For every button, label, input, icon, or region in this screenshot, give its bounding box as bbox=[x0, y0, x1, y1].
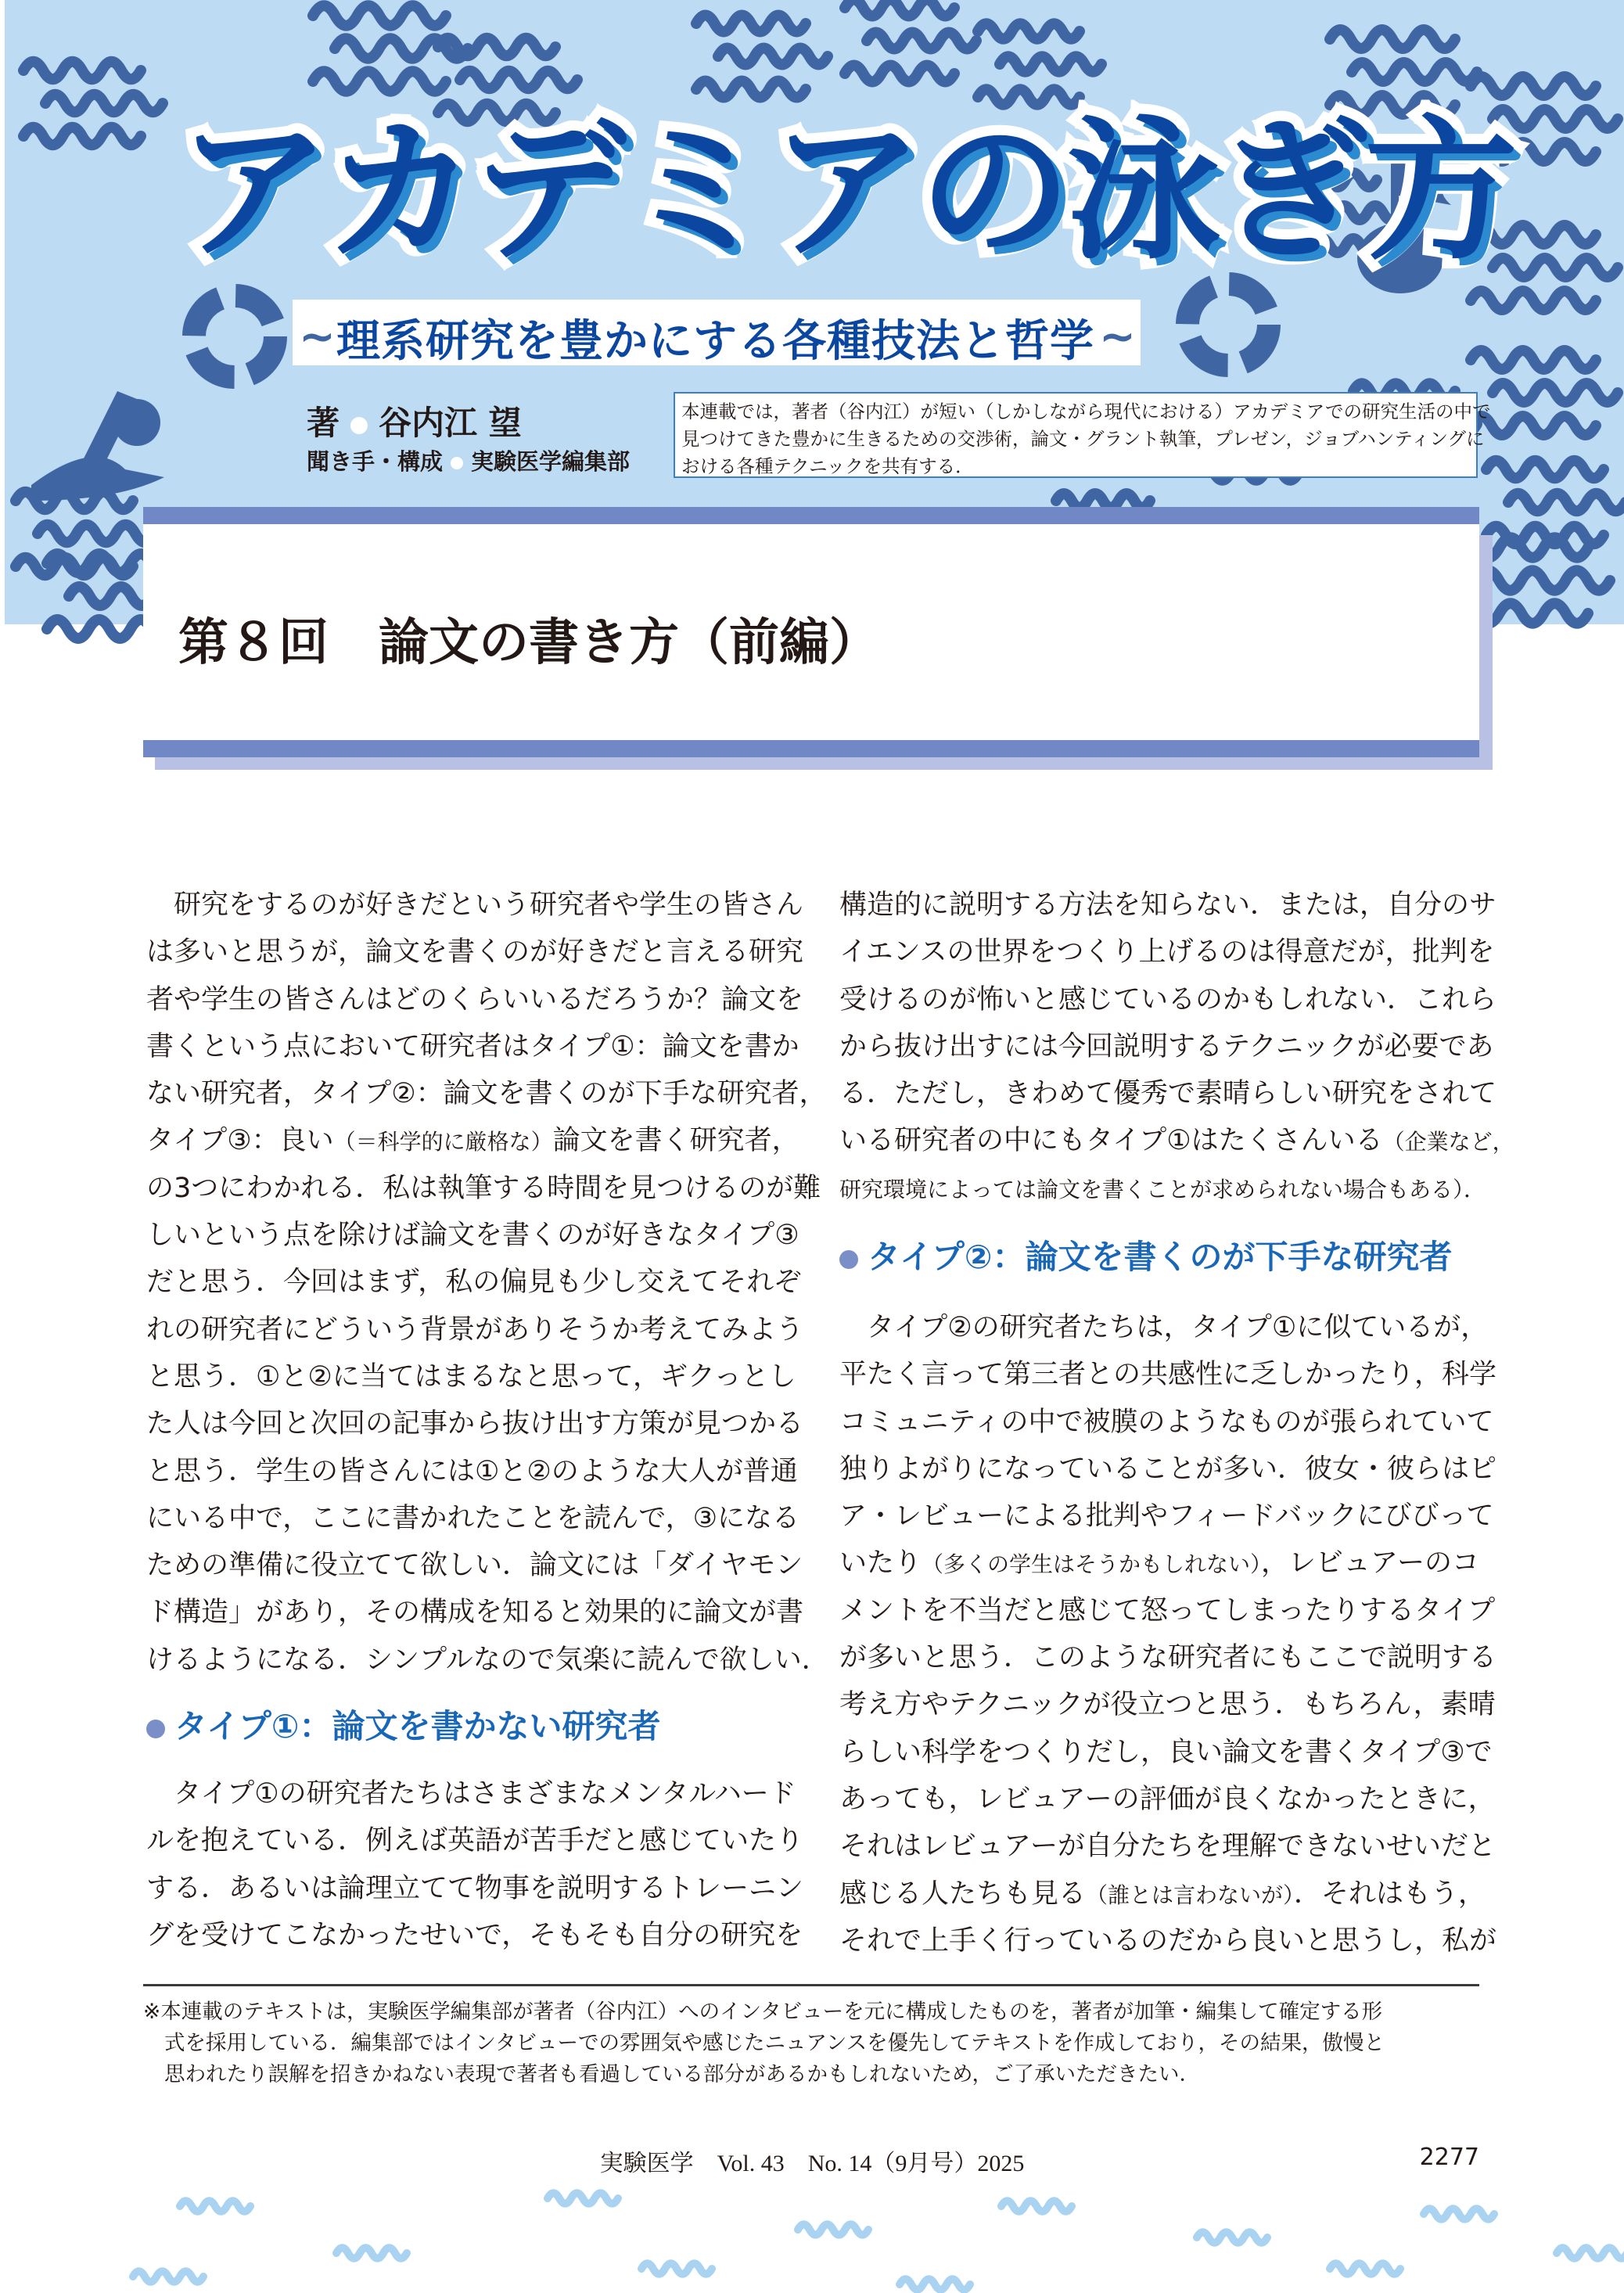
note-line: 式を採用している．編集部ではインタビューでの雰囲気や感じたニュアンスを優先してテキストを作成しており，その結果，傲慢と bbox=[164, 2031, 1385, 2055]
series-subtitle: 理系研究を豊かにする各種技法と哲学 bbox=[336, 316, 1094, 367]
text-line: ルを抱えている．例えば英語が苦手だと感じていたり bbox=[146, 1825, 804, 1857]
wave-icon bbox=[978, 23, 1080, 39]
wave-icon bbox=[23, 62, 141, 80]
text-line bbox=[839, 1871, 1486, 1917]
parenthetical-text: （＝科学的に厳格な） bbox=[333, 1129, 553, 1155]
lifebuoy-icon bbox=[194, 296, 275, 377]
text-line bbox=[839, 1165, 1486, 1212]
text-line: しいという点を除けば論文を書くのが好きなタイプ③ bbox=[146, 1220, 799, 1252]
bullet-icon bbox=[146, 1720, 165, 1738]
text-line: ない研究者，タイプ②：論文を書くのが下手な研究者， bbox=[146, 1078, 827, 1110]
series-title: アカデミアの泳ぎ方 bbox=[177, 102, 1514, 281]
editor-name: 実験医学編集部 bbox=[471, 448, 631, 475]
episode-title: 第８回 論文の書き方（前編） bbox=[178, 614, 879, 672]
text-line bbox=[146, 1117, 799, 1164]
text-line: と思う．①と②に当てはまるなと思って，ギクっとし bbox=[146, 1360, 796, 1393]
wave-icon bbox=[696, 81, 806, 98]
text-line: 構造的に説明する方法を知らない．または，自分のサ bbox=[839, 890, 1497, 921]
wave-icon bbox=[867, 33, 976, 49]
text-line: から抜け出すには今回説明するテクニックが必要であ bbox=[839, 1030, 1494, 1062]
lifebuoy-icon bbox=[1187, 284, 1269, 365]
text-line: らしい科学をつくりだし，良い論文を書くタイプ③で bbox=[839, 1736, 1493, 1768]
text-line: 研究をするのが好きだという研究者や学生の皆さん bbox=[174, 890, 804, 921]
description-line: 本連載では，著者（谷内江）が短い（しかしながら現代における）アカデミアでの研究生活の中で bbox=[681, 401, 1491, 422]
wave-icon bbox=[313, 5, 446, 26]
text-line: コミュニティの中で被膜のようなものが張られていて bbox=[839, 1406, 1494, 1438]
description-line: 見つけてきた豊かに生きるための交渉術，論文・グラント執筆，プレゼン，ジョブハンティングに bbox=[681, 428, 1485, 450]
text-segment: いたり bbox=[839, 1547, 922, 1580]
text-line: メントを不当だと感じて怒ってしまったりするタイプ bbox=[839, 1594, 1496, 1626]
text-segment: ．それはもう， bbox=[1294, 1878, 1486, 1910]
text-line: けるようになる．シンプルなので気楽に読んで欲しい． bbox=[146, 1644, 829, 1676]
editorial-note bbox=[143, 1996, 1479, 2090]
wave-icon bbox=[313, 71, 446, 92]
text-line: れの研究者にどういう背景がありそうか考えてみよう bbox=[146, 1314, 804, 1346]
note-line: ※本連載のテキストは，実験医学編集部が著者（谷内江）へのインタビューを元に構成したものを，著者が加筆・編集して確定する形 bbox=[143, 2000, 1383, 2024]
parenthetical-text: （多くの学生はそうかもしれない） bbox=[922, 1551, 1262, 1578]
text-line: が多いと思う．このような研究者にもここで説明する bbox=[839, 1642, 1497, 1674]
text-line: 受けるのが怖いと感じているのかもしれない．これら bbox=[839, 983, 1497, 1015]
wave-icon bbox=[1001, 2201, 1072, 2212]
text-line: ための準備に役立てて欲しい．論文には「ダイヤモン bbox=[146, 1550, 803, 1582]
text-line: 者や学生の皆さんはどのくらいいるだろうか？論文を bbox=[146, 983, 804, 1015]
wave-icon bbox=[696, 16, 806, 32]
page-number: 2277 bbox=[1419, 2144, 1479, 2171]
text-line: た人は今回と次回の記事から抜け出す方策が見つかる bbox=[146, 1408, 804, 1440]
parenthetical-text: （企業など， bbox=[1382, 1129, 1514, 1155]
author-credit bbox=[307, 397, 522, 444]
wave-icon bbox=[1000, 56, 1101, 72]
wave-icon bbox=[900, 2279, 970, 2290]
wave-icon bbox=[845, 66, 954, 82]
text-line bbox=[839, 1117, 1514, 1164]
editor-credit bbox=[307, 444, 630, 476]
text-line: ド構造」があり，その構成を知ると効果的に論文が書 bbox=[146, 1597, 804, 1629]
text-line: グを受けてこなかったせいで，そもそも自分の研究を bbox=[146, 1919, 803, 1951]
wave-icon bbox=[1471, 350, 1596, 369]
parenthetical-text: 研究環境によっては論文を書くことが求められない場合もある）． bbox=[839, 1176, 1486, 1202]
text-line: にいる中で，ここに書かれたことを読んで，③になる bbox=[146, 1502, 799, 1534]
bullet-icon bbox=[350, 417, 368, 434]
section-heading-text: タイプ①：論文を書かない研究者 bbox=[174, 1707, 661, 1745]
wave-icon bbox=[460, 71, 577, 89]
text-line: 平たく言って第三者との共感性に乏しかったり，科学 bbox=[839, 1359, 1497, 1391]
text-line: ア・レビューによる批判やフィードバックにびびって bbox=[839, 1501, 1494, 1533]
wave-icon bbox=[798, 2224, 868, 2235]
section-heading bbox=[839, 1234, 1452, 1281]
wave-icon bbox=[133, 2271, 203, 2282]
text-line: タイプ②の研究者たちは，タイプ①に似ているが， bbox=[867, 1312, 1489, 1343]
text-line: は多いと思うが，論文を書くのが好きだと言える研究 bbox=[146, 936, 804, 969]
body-paragraph bbox=[146, 882, 829, 1684]
text-line bbox=[839, 1540, 1479, 1587]
text-segment: 論文を書く研究者， bbox=[552, 1125, 799, 1157]
text-segment: ，レビュアーのコ bbox=[1261, 1547, 1479, 1580]
title-card-bottom-bar bbox=[143, 740, 1479, 757]
wave-icon bbox=[1197, 2232, 1267, 2243]
note-divider bbox=[143, 1984, 1479, 1986]
text-line: タイプ①の研究者たちはさまざまなメンタルハード bbox=[174, 1778, 796, 1810]
wave-icon bbox=[38, 525, 155, 543]
wave-icon bbox=[1424, 2209, 1494, 2219]
description-line: おける各種テクニックを共有する． bbox=[681, 455, 974, 477]
wave-icon bbox=[641, 2263, 712, 2274]
text-line: イエンスの世界をつくり上げるのは得意だが，批判を bbox=[839, 936, 1495, 969]
text-segment: いる研究者の中にもタイプ①はたくさんいる bbox=[839, 1125, 1383, 1157]
wave-icon bbox=[1471, 291, 1596, 310]
section-heading bbox=[146, 1703, 660, 1750]
wave-icon bbox=[45, 95, 163, 113]
text-line: それはレビュアーが自分たちを理解できないせいだと bbox=[839, 1831, 1496, 1863]
wave-icon bbox=[180, 2201, 250, 2212]
wave-icon bbox=[1056, 494, 1150, 508]
text-line: の3つにわかれる．私は執筆する時間を見つけるのが難 bbox=[146, 1172, 821, 1204]
wave-tilde-icon: ∼ bbox=[1099, 311, 1136, 362]
note-line: 思われたり誤解を招きかねない表現で著者も看過している部分があるかもしれないため，ご了承いただきたい． bbox=[164, 2062, 1200, 2086]
series-description bbox=[674, 392, 1491, 478]
wave-icon bbox=[1508, 494, 1624, 512]
text-segment: タイプ③：良い bbox=[146, 1125, 334, 1157]
wave-icon bbox=[1352, 63, 1477, 81]
wave-icon bbox=[1493, 383, 1618, 402]
text-line: 考え方やテクニックが役立つと思う．もちろん，素晴 bbox=[839, 1689, 1496, 1721]
author-name: 谷内江 望 bbox=[379, 404, 522, 442]
text-line: る．ただし，きわめて優秀で素晴らしい研究をされて bbox=[839, 1078, 1497, 1110]
bullet-icon bbox=[839, 1250, 858, 1269]
wave-icon bbox=[1330, 30, 1455, 49]
editor-label: 聞き手・構成 bbox=[307, 448, 444, 475]
text-line: だと思う．今回はまず，私の偏見も少し交えてそれぞ bbox=[146, 1267, 802, 1299]
bullet-icon bbox=[451, 457, 463, 469]
text-line: それで上手く行っているのだから良いと思うし，私が bbox=[839, 1925, 1497, 1957]
wave-icon bbox=[438, 38, 555, 56]
parenthetical-text: （誰とは言わないが） bbox=[1086, 1881, 1295, 1908]
title-card-top-bar bbox=[143, 507, 1479, 524]
text-line: 独りよがりになっていることが多い．彼女・彼らはピ bbox=[839, 1453, 1497, 1485]
text-line: 書くという点において研究者はタイプ①：論文を書か bbox=[146, 1030, 799, 1062]
section-heading-text: タイプ②：論文を書くのが下手な研究者 bbox=[868, 1238, 1453, 1276]
wave-icon bbox=[1330, 2263, 1400, 2274]
wave-icon bbox=[23, 128, 141, 146]
wave-icon bbox=[718, 49, 828, 65]
wave-icon bbox=[1471, 77, 1596, 95]
body-paragraph bbox=[146, 1770, 804, 1959]
journal-citation: 実験医学 Vol. 43 No. 14（9月号）2025 bbox=[599, 2151, 1025, 2176]
wave-icon bbox=[1486, 461, 1604, 479]
author-label: 著 bbox=[307, 404, 340, 442]
wave-tilde-icon: ∼ bbox=[299, 311, 336, 362]
text-line: あっても，レビュアーの評価が良くなかったときに， bbox=[839, 1783, 1496, 1815]
wave-icon bbox=[845, 0, 954, 16]
text-line: する．あるいは論理立てて物事を説明するトレーニン bbox=[146, 1872, 804, 1904]
text-line: と思う．学生の皆さんには①と②のような大人が普通 bbox=[146, 1455, 798, 1487]
text-segment: 感じる人たちも見る bbox=[839, 1878, 1087, 1910]
wave-icon bbox=[1477, 570, 1610, 591]
wave-icon bbox=[1557, 2248, 1624, 2259]
wave-icon bbox=[548, 2193, 618, 2204]
body-paragraph bbox=[839, 882, 1514, 1212]
body-paragraph bbox=[839, 1304, 1497, 1964]
wave-icon bbox=[336, 2248, 407, 2259]
